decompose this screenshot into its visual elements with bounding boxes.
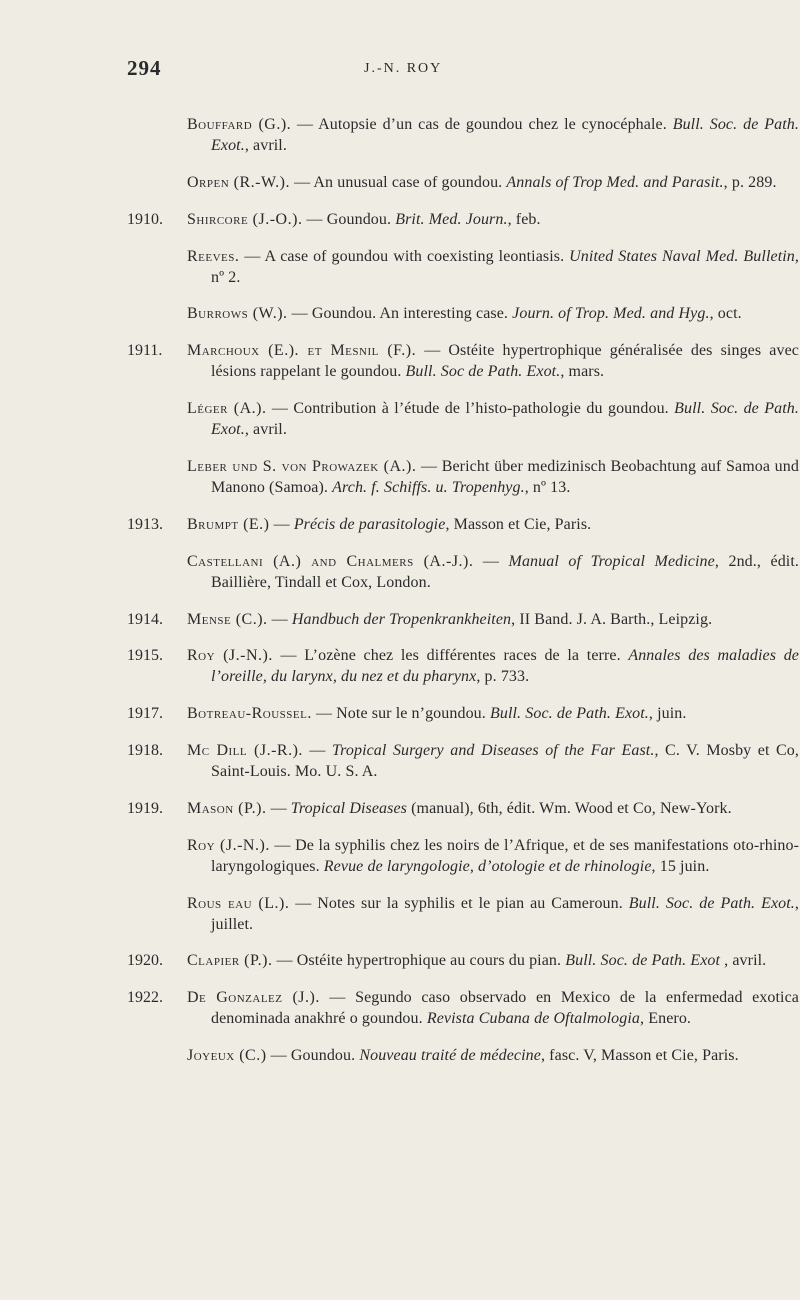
bibliography-entry [0, 704, 800, 725]
bibliography-entry [0, 610, 800, 631]
entry-author: Reeves. [187, 247, 240, 265]
entry-body: — [269, 515, 294, 533]
entry-publication: Manual of Tropical Medicine [508, 552, 715, 570]
entry-text [187, 894, 799, 936]
entry-body: — [473, 552, 509, 570]
bibliography-entry [0, 646, 800, 688]
running-head: J.-N. ROY [364, 61, 443, 76]
bibliography-entry [0, 988, 800, 1030]
entry-body: — An unusual case of goundou. [289, 173, 507, 191]
entry-publication: Revue de laryngologie, d’otologie et de rhinologie [323, 857, 652, 875]
entry-author: Botreau-Roussel. [187, 705, 312, 723]
bibliography-entry [0, 173, 800, 194]
entry-author: Shircore (J.-O.). [187, 210, 303, 228]
entry-tail: , Enero. [640, 1010, 692, 1028]
entry-tail: (manual), 6th, édit. Wm. Wood et Co, New-York. [407, 799, 732, 817]
entry-tail: , nº 13. [524, 478, 571, 496]
entry-tail: , II Band. J. A. Barth., Leipzig. [511, 610, 713, 628]
entry-tail: , juillet. [211, 894, 800, 933]
entry-publication: Bull. Soc. de Path. Exot. [628, 894, 795, 912]
entry-publication: Précis de parasitologie [293, 515, 446, 533]
entry-author: Mason (P.). [187, 799, 267, 817]
entry-body: — [302, 742, 333, 760]
bibliography-entry [0, 552, 800, 594]
entry-text [187, 1046, 799, 1067]
bibliography-entry [0, 515, 800, 536]
entry-body: — L’ozène chez les différentes races de la terre. [272, 647, 629, 665]
bibliography-entry [0, 457, 800, 499]
entry-tail: , Masson et Cie, Paris. [445, 515, 592, 533]
entry-author: Joyeux (C.) [187, 1047, 267, 1065]
entry-tail: , juin. [648, 705, 687, 723]
entry-body: — Ostéite hypertrophique au cours du pian. [272, 952, 566, 970]
entry-body: — Autopsie d’un cas de goundou chez le cynocéphale. [291, 116, 673, 133]
bibliography-entry [0, 341, 800, 383]
entry-author: Léger (A.). [187, 400, 267, 418]
entry-text [187, 704, 799, 725]
entry-publication: Journ. of Trop. Med. and Hyg. [512, 305, 710, 323]
bibliography-entry [0, 894, 800, 936]
bibliography-entry [0, 115, 800, 157]
entry-text [187, 610, 799, 631]
entry-author: Rous eau (L.). [187, 894, 290, 912]
entry-year: 1922. [127, 989, 163, 1007]
entry-author: Clapier (P.). [187, 952, 273, 970]
entry-publication: Bull. Soc de Path. Exot. [405, 363, 561, 381]
entry-text [187, 399, 799, 441]
entry-author: Burrows (W.). [187, 305, 288, 323]
entry-author: Roy (J.-N.). [187, 647, 273, 665]
entry-body: — [267, 610, 292, 628]
entry-text [187, 836, 799, 878]
entry-tail: , avril. [720, 952, 767, 970]
entry-publication: Nouveau traité de médecine [359, 1047, 541, 1065]
entry-text [187, 341, 799, 383]
entry-tail: , 15 juin. [651, 857, 710, 875]
entry-year: 1919. [127, 799, 163, 817]
bibliography-entry [0, 951, 800, 972]
entry-body: — A case of goundou with coexisting leontiasis. [239, 247, 570, 265]
bibliography-entry [0, 210, 800, 231]
page-number: 294 [127, 56, 162, 80]
entry-author: Mense (C.). [187, 610, 268, 628]
entry-tail: , avril. [244, 421, 287, 439]
entry-year: 1920. [127, 952, 163, 970]
entry-body: — Ostéite hypertrophique généralisée des singes avec lésions rappelant le goundou. [211, 342, 799, 381]
bibliography-entry [0, 836, 800, 878]
entry-body: — Bericht über medizinisch Beobachtung auf Samoa und Manono (Samoa). [211, 457, 799, 496]
entry-tail: , mars. [560, 363, 605, 381]
entry-publication: Bull. Soc. de Path. Exot. [211, 116, 799, 154]
entry-body: — [266, 799, 291, 817]
entry-publication: Brit. Med. Journ. [395, 210, 508, 228]
entry-year: 1917. [127, 705, 163, 723]
entry-publication: Bull. Soc. de Path. Exot [565, 952, 721, 970]
entry-author: Orpen (R.-W.). [187, 173, 290, 191]
entry-text [187, 457, 799, 499]
entry-text [187, 115, 799, 157]
entry-publication: United States Naval Med. Bulletin [569, 247, 795, 265]
entry-text [187, 210, 799, 231]
entry-body: — Contribution à l’étude de l’histo-pathologie du goundou. [266, 400, 675, 418]
bibliography-entry [0, 741, 800, 783]
entry-author: Castellani (A.) and Chalmers (A.-J.). [187, 552, 474, 570]
entry-tail: , feb. [507, 210, 541, 228]
entry-text [187, 247, 799, 289]
entry-year: 1914. [127, 610, 163, 628]
entry-text [187, 951, 799, 972]
bibliography-entry [0, 304, 800, 325]
entry-publication: Tropical Surgery and Diseases of the Far East. [332, 742, 655, 760]
entry-tail: , C. V. Mosby et Co, Saint-Louis. Mo. U. S. A. [211, 742, 800, 781]
entry-tail: , p. 733. [476, 668, 530, 686]
entry-publication: Tropical Diseases [290, 799, 408, 817]
entry-year: 1911. [127, 342, 163, 360]
entry-year: 1910. [127, 210, 163, 228]
entry-year: 1918. [127, 742, 163, 760]
entry-year: 1913. [127, 515, 163, 533]
entry-text [187, 304, 799, 325]
entry-tail: , avril. [244, 136, 287, 154]
entry-body: — De la syphilis chez les noirs de l’Afrique, et de ses manifestations oto-rhino-laryngologiques. [211, 836, 800, 875]
entry-author: Leber und S. von Prowazek (A.). [187, 457, 417, 475]
entry-body: — Notes sur la syphilis et le pian au Cameroun. [289, 894, 629, 912]
entry-author: Marchoux (E.). et Mesnil (F.). [187, 342, 417, 360]
entry-body: — Note sur le n’goundou. [311, 705, 490, 723]
entry-author: Mc Dill (J.-R.). [187, 742, 303, 760]
entry-tail: , p. 289. [723, 173, 777, 191]
entry-tail: , oct. [709, 305, 742, 323]
entry-body: — Goundou. An interesting case. [287, 305, 513, 323]
entry-year: 1915. [127, 647, 163, 665]
entry-publication: Annales des maladies de l’oreille, du larynx, du nez et du pharynx [211, 647, 799, 686]
entry-body: — Segundo caso observado en Mexico de la enfermedad exotica denominada anakhré o goundou. [211, 989, 800, 1028]
entry-text [187, 173, 799, 194]
entry-publication: Revista Cubana de Oftalmologia [426, 1010, 641, 1028]
entry-publication: Bull. Soc. de Path. Exot. [489, 705, 649, 723]
entry-author: Brumpt (E.) [187, 515, 270, 533]
entry-text [187, 552, 799, 594]
entry-publication: Bull. Soc. de Path. Exot. [211, 400, 799, 439]
bibliography-entry [0, 399, 800, 441]
page-header [0, 56, 800, 86]
entry-text [187, 515, 799, 536]
entry-tail: , 2nd., édit. Baillière, Tindall et Cox, London. [211, 552, 799, 591]
bibliography-entry [0, 1046, 800, 1067]
bibliography-list [0, 99, 800, 1083]
entry-author: Roy (J.-N.). [187, 836, 270, 854]
entry-author: De Gonzalez (J.). [187, 989, 320, 1007]
entry-text [187, 988, 799, 1030]
entry-tail: , nº 2. [211, 247, 799, 286]
entry-body: — Goundou. [266, 1047, 360, 1065]
entry-body: — Goundou. [302, 210, 396, 228]
entry-publication: Handbuch der Tropenkrankheiten [291, 610, 512, 628]
entry-text [187, 799, 799, 820]
entry-publication: Annals of Trop Med. and Parasit. [506, 173, 724, 191]
bibliography-entry [0, 799, 800, 820]
entry-tail: , fasc. V, Masson et Cie, Paris. [540, 1047, 739, 1065]
entry-author: Bouffard (G.). [187, 116, 292, 133]
entry-text [187, 646, 799, 688]
bibliography-entry [0, 247, 800, 289]
entry-text [187, 741, 799, 783]
entry-publication: Arch. f. Schiffs. u. Tropenhyg. [332, 478, 525, 496]
